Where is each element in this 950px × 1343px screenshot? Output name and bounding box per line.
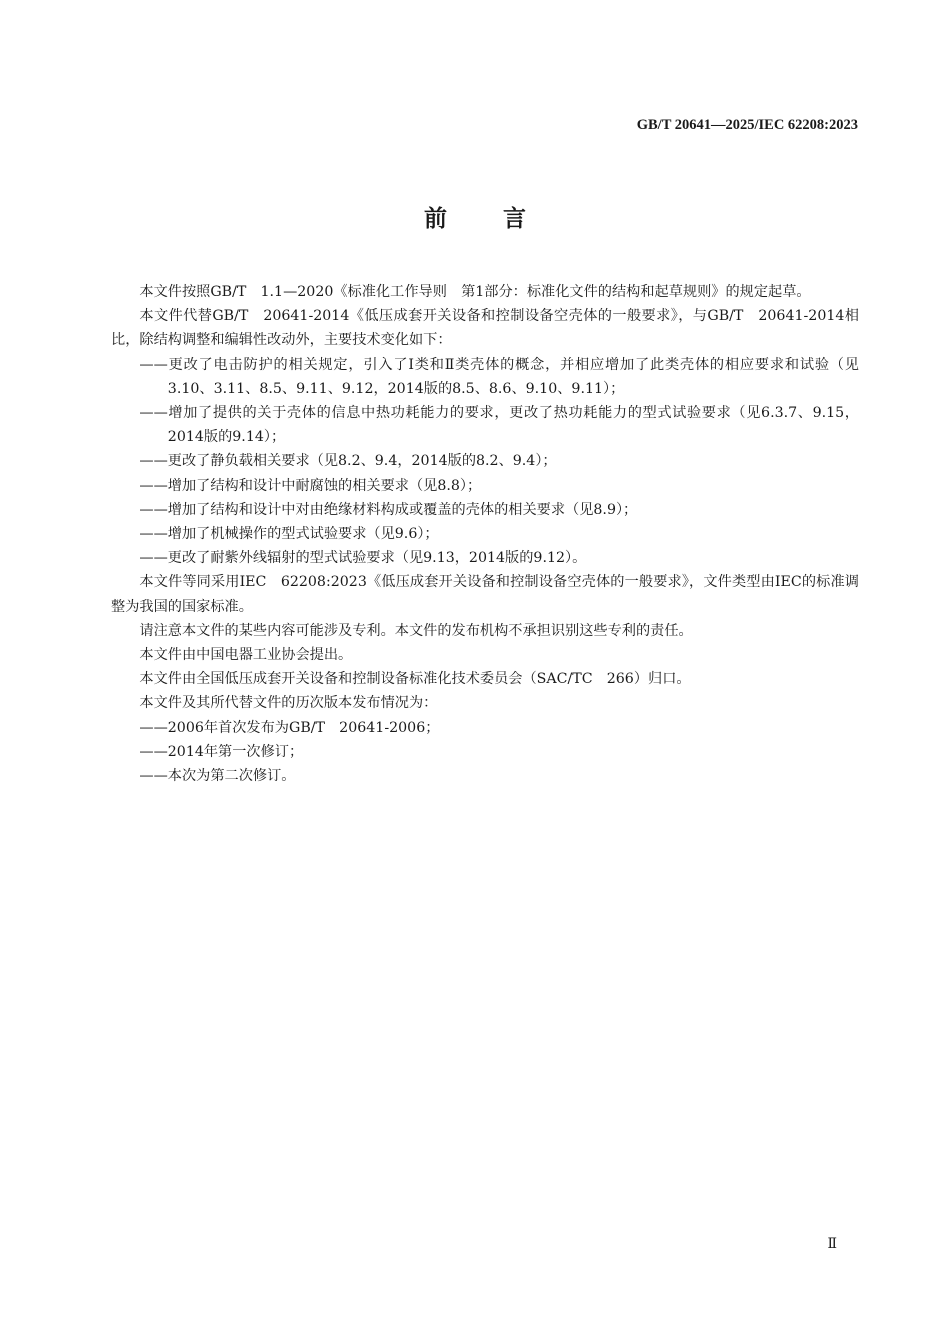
history-list — [111, 716, 859, 789]
list-item: ——增加了结构和设计中对由绝缘材料构成或覆盖的壳体的相关要求（见8.9）； — [139, 501, 638, 518]
paragraph-patent-notice: 请注意本文件的某些内容可能涉及专利。本文件的发布机构不承担识别这些专利的责任。 — [139, 622, 693, 639]
list-item: ——本次为第二次修订。 — [139, 768, 296, 785]
paragraph-proposer: 本文件由中国电器工业协会提出。 — [139, 647, 353, 664]
list-item: ——增加了提供的关于壳体的信息中热功耗能力的要求，更改了热功耗能力的型式试验要求（见6.3.7、9.15，2014版的9.14）； — [139, 405, 859, 446]
paragraph-adoption: 本文件等同采用IEC 62208:2023《低压成套开关设备和控制设备空壳体的一般要求》，文件类型由IEC的标准调整为我国的国家标准。 — [111, 574, 859, 615]
standard-code: GB/T 20641—2025/IEC 62208:2023 — [636, 117, 858, 133]
list-item: ——更改了电击防护的相关规定，引入了Ⅰ类和Ⅱ类壳体的概念，并相应增加了此类壳体的相应要求和试验（见3.10、3.11、8.5、9.11、9.12，2014版的8.5、8.6、9.10、9.11）； — [139, 356, 859, 397]
paragraph-replacement: 本文件代替GB/T 20641-2014《低压成套开关设备和控制设备空壳体的一般要求》，与GB/T 20641-2014相比，除结构调整和编辑性改动外，主要技术变化如下： — [111, 308, 859, 349]
page-title: 前言 — [424, 206, 582, 232]
paragraph-history-intro: 本文件及其所代替文件的历次版本发布情况为： — [139, 695, 438, 712]
list-item: ——增加了结构和设计中耐腐蚀的相关要求（见8.8）； — [139, 477, 482, 494]
list-item: ——增加了机械操作的型式试验要求（见9.6）； — [139, 526, 439, 543]
page-number: Ⅱ — [827, 1237, 837, 1252]
changes-list — [111, 353, 859, 571]
document-body — [111, 280, 859, 788]
paragraph-committee: 本文件由全国低压成套开关设备和控制设备标准化技术委员会（SAC/TC 266）归口。 — [139, 671, 691, 688]
list-item: ——2014年第一次修订； — [139, 743, 304, 760]
paragraph-drafting-rule: 本文件按照GB/T 1.1—2020《标准化工作导则 第1部分：标准化文件的结构和起草规则》的规定起草。 — [139, 284, 811, 300]
list-item: ——更改了耐紫外线辐射的型式试验要求（见9.13，2014版的9.12）。 — [139, 550, 587, 567]
list-item: ——更改了静负载相关要求（见8.2、9.4，2014版的8.2、9.4）； — [139, 453, 557, 470]
list-item: ——2006年首次发布为GB/T 20641-2006； — [139, 719, 440, 736]
